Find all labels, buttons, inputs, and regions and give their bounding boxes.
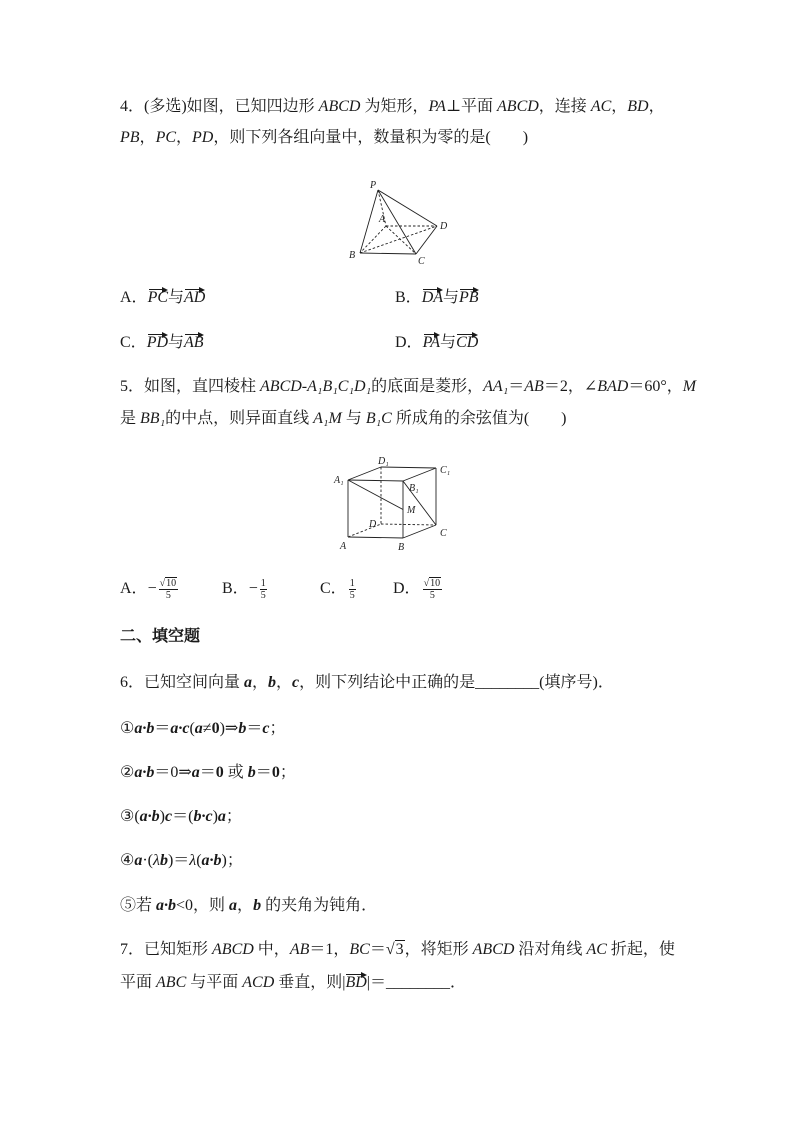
vector-term: DA <box>421 289 444 306</box>
text-run: ③( <box>120 808 140 825</box>
option-label: A． <box>120 580 148 598</box>
radicand: 10 <box>166 578 177 589</box>
vertex-label-c: C <box>418 256 425 267</box>
vector-expression: a·b <box>134 720 155 737</box>
text-run: 5．如图，直四棱柱 <box>120 378 261 395</box>
text-run: 折起，使 <box>606 941 675 958</box>
text-run: ，则下列结论中正确的是 <box>299 674 476 691</box>
edge-bc <box>403 525 436 538</box>
text-run: 沿对角线 <box>514 941 587 958</box>
vector-symbol: a <box>217 808 226 825</box>
math-term: AC <box>586 941 607 958</box>
vector-term: AD <box>184 289 206 306</box>
question-7-stem-line-1 <box>120 940 675 960</box>
vector-term: PC <box>147 289 169 306</box>
fraction-denominator: 5 <box>159 589 179 601</box>
math-term: ACD <box>242 974 275 991</box>
math-term: BC <box>349 941 370 958</box>
text-run: 7．已知矩形 <box>120 941 213 958</box>
option-label: D． <box>395 334 423 351</box>
segment-a1m <box>348 480 403 510</box>
text-run: ( <box>196 852 202 869</box>
text-run: ·( <box>142 852 153 869</box>
q5-option-d <box>393 578 444 601</box>
text-run: ) <box>159 808 165 825</box>
diagonal-ac <box>386 226 416 254</box>
zero-vector: 0 <box>271 764 280 781</box>
radicand: 10 <box>430 578 441 589</box>
math-term: PC <box>155 129 177 146</box>
math-term: BB₁ <box>140 410 166 427</box>
text-run: )； <box>221 852 243 869</box>
text-run: ⊥平面 <box>445 98 498 115</box>
conjunction: 与 <box>168 289 185 306</box>
text-run: ， <box>648 98 665 115</box>
text-run: ) <box>212 808 218 825</box>
sqrt-symbol: √ <box>385 941 395 958</box>
text-run: ， <box>237 897 254 914</box>
vector-expression: a·c <box>170 720 190 737</box>
math-term: ABCD <box>472 941 515 958</box>
text-run: 与 <box>341 410 366 427</box>
vertex-label-b1: B₁ <box>409 483 419 494</box>
math-term: AA₁ <box>483 378 509 395</box>
conjunction: 与 <box>440 334 457 351</box>
fraction-numerator <box>423 578 443 589</box>
text-run: 平面 <box>120 974 157 991</box>
pyramid-figure <box>340 172 460 272</box>
math-term: AC <box>590 98 612 115</box>
text-run: <0，则 <box>176 897 230 914</box>
vector-expression: a·b <box>134 764 155 781</box>
q6-statement-5 <box>120 896 377 916</box>
vertex-label-c: C <box>440 528 447 539</box>
scalar-symbol: λ <box>189 852 197 869</box>
question-7-stem-line-2 <box>120 973 466 993</box>
vector-term: PD <box>146 334 169 351</box>
option-label: B． <box>222 580 249 598</box>
vector-symbol: a <box>229 897 238 914</box>
math-term: ABCD-A₁B₁C₁D₁ <box>260 378 372 395</box>
text-run: ； <box>225 808 242 825</box>
text-run: 的底面是菱形， <box>371 378 484 395</box>
vector-expression: a·b <box>156 897 177 914</box>
vertex-label-b: B <box>349 250 356 261</box>
fraction-numerator: 1 <box>260 578 266 589</box>
q6-statement-2 <box>120 763 296 783</box>
vector-symbol: b <box>159 852 168 869</box>
sqrt-symbol: √ <box>423 578 430 589</box>
vector-symbol: a <box>194 720 203 737</box>
math-term: AB <box>289 941 310 958</box>
question-5-stem-line-2 <box>120 409 567 429</box>
text-run: ＝ <box>369 941 386 958</box>
text-run: ， <box>139 129 156 146</box>
question-5-stem-line-1 <box>120 377 696 397</box>
option-label: B． <box>395 289 422 306</box>
q4-option-c <box>120 333 204 353</box>
vector-term: BD <box>345 974 367 991</box>
vector-symbol: a <box>191 764 200 781</box>
conjunction: 与 <box>168 334 185 351</box>
question-4-stem-line-1 <box>120 97 665 117</box>
text-run: )＝ <box>167 852 190 869</box>
q6-statement-4 <box>120 851 243 871</box>
text-run: (填序号)． <box>539 674 614 691</box>
text-run: ． <box>450 974 467 991</box>
vertex-label-c1: C₁ <box>440 465 451 476</box>
minus-sign: − <box>147 580 157 598</box>
vector-expression: b·c <box>193 808 213 825</box>
fraction-denominator: 5 <box>260 590 266 601</box>
math-term: M <box>682 378 697 395</box>
vertex-label-p: P <box>370 180 377 191</box>
edge-pd <box>378 190 437 226</box>
text-run: ＝ <box>246 720 263 737</box>
edge-dc <box>381 524 436 525</box>
text-run: ＝2，∠ <box>543 378 598 395</box>
text-run: ＝ <box>199 764 216 781</box>
vertex-label-a: A <box>379 214 386 225</box>
conjunction: 与 <box>443 289 460 306</box>
vector-symbol: a <box>134 852 143 869</box>
q4-option-a <box>120 288 205 308</box>
text-run: 6．已知空间向量 <box>120 674 245 691</box>
text-run: 的夹角为钝角． <box>261 897 378 914</box>
math-term: ABCD <box>497 98 539 115</box>
vector-symbol: b <box>238 720 247 737</box>
option-label: A． <box>120 289 148 306</box>
segment-b1c <box>403 481 436 525</box>
question-4-stem-line-2 <box>120 128 528 148</box>
math-term: PD <box>192 129 214 146</box>
text-run: |＝ <box>366 974 387 991</box>
vertex-label-b: B <box>398 542 405 553</box>
text-run: ＝60°， <box>628 378 683 395</box>
fraction <box>423 578 443 601</box>
text-run: 的中点，则异面直线 <box>165 410 314 427</box>
answer-blank: ________ <box>386 974 451 991</box>
vector-symbol: b <box>247 764 256 781</box>
edge-bc <box>360 253 416 254</box>
q6-statement-3 <box>120 807 242 827</box>
text-run: ， <box>276 674 293 691</box>
text-run: ＝0⇒ <box>154 764 192 781</box>
diagonal-bd <box>360 226 437 253</box>
text-run: ； <box>279 764 296 781</box>
fraction-denominator: 5 <box>349 590 355 601</box>
math-term: ABC <box>156 974 187 991</box>
sqrt-symbol: √ <box>159 578 166 589</box>
q4-option-b <box>395 288 479 308</box>
text-run: ② <box>120 764 135 781</box>
text-run: ，将矩形 <box>404 941 473 958</box>
text-run: 或 <box>223 764 248 781</box>
text-run: ⑤若 <box>120 897 157 914</box>
text-run: ； <box>269 720 286 737</box>
scalar-symbol: λ <box>153 852 160 869</box>
option-label: C． <box>320 580 347 598</box>
vertex-label-d: D <box>440 221 448 232</box>
fraction-numerator <box>159 578 179 589</box>
text-run: ＝ <box>255 764 272 781</box>
text-run: 垂直，则| <box>274 974 346 991</box>
math-term: A₁M <box>313 410 342 427</box>
text-run: ＝ <box>154 720 171 737</box>
zero-vector: 0 <box>215 764 224 781</box>
zero-vector: 0 <box>211 720 220 737</box>
vector-symbol: c <box>262 720 270 737</box>
text-run: ＝( <box>172 808 194 825</box>
fraction <box>349 578 356 601</box>
prism-figure <box>330 455 460 555</box>
vertex-label-d1: D₁ <box>378 456 389 467</box>
text-run: 与平面 <box>186 974 243 991</box>
vector-symbol: c <box>165 808 173 825</box>
math-term: B₁C <box>365 410 392 427</box>
vector-symbol: a <box>244 674 253 691</box>
edge-d1a1 <box>348 467 381 480</box>
fraction-numerator: 1 <box>349 578 355 589</box>
text-run: ， <box>252 674 269 691</box>
text-run: 是 <box>120 410 141 427</box>
vector-symbol: b <box>253 897 262 914</box>
text-run: ≠ <box>202 720 212 737</box>
text-run: 4．(多选)如图，已知四边形 <box>120 98 319 115</box>
q4-option-d <box>395 333 478 353</box>
text-run: ，连接 <box>538 98 591 115</box>
vector-term: AB <box>184 334 204 351</box>
point-label-m: M <box>407 505 416 516</box>
text-run: ， <box>176 129 193 146</box>
vertex-label-a: A <box>340 541 347 552</box>
q6-statement-1 <box>120 719 285 739</box>
vector-term: PB <box>459 289 479 306</box>
math-term: ABCD <box>212 941 254 958</box>
option-label: C． <box>120 334 147 351</box>
text-run: ， <box>611 98 628 115</box>
text-run: ① <box>120 720 135 737</box>
text-run: 为矩形， <box>360 98 429 115</box>
vector-symbol: b <box>268 674 277 691</box>
math-term: BD <box>627 98 649 115</box>
vector-term: PA <box>422 334 441 351</box>
text-run: ＝1， <box>309 941 350 958</box>
section-title: 二、填空题 <box>120 628 201 645</box>
radicand: 3 <box>395 941 404 958</box>
text-run: ( <box>189 720 195 737</box>
fraction <box>159 578 179 601</box>
text-run: ④ <box>120 852 135 869</box>
text-run: 中， <box>253 941 290 958</box>
edge-cd <box>416 226 437 254</box>
vector-expression: a·b <box>139 808 160 825</box>
fraction-denominator: 5 <box>423 589 443 601</box>
edge-c1d1 <box>381 467 436 468</box>
vertex-label-d: D <box>369 519 377 530</box>
vector-expression: a·b <box>201 852 222 869</box>
edge-ab <box>348 537 403 538</box>
question-6-stem <box>120 673 614 693</box>
edge-a1b1 <box>348 480 403 481</box>
q5-option-a <box>120 578 180 601</box>
math-term: AB <box>524 378 544 395</box>
option-label: D． <box>393 580 421 598</box>
answer-blank: ________ <box>475 674 540 691</box>
q5-option-b <box>222 578 269 601</box>
minus-sign: − <box>248 580 258 598</box>
math-term: PA <box>428 98 446 115</box>
vector-term: CD <box>456 334 479 351</box>
vector-symbol: c <box>292 674 300 691</box>
vertex-label-a1: A₁ <box>334 475 344 486</box>
text-run: ，则下列各组向量中，数量积为零的是( ) <box>213 129 529 146</box>
q5-option-c <box>320 578 358 601</box>
text-run: ＝ <box>508 378 525 395</box>
edge-b1c1 <box>403 468 436 481</box>
text-run: )⇒ <box>219 720 239 737</box>
fraction <box>260 578 267 601</box>
math-term: BAD <box>597 378 629 395</box>
text-run: 所成角的余弦值为( ) <box>391 410 567 427</box>
math-term: PB <box>120 129 140 146</box>
math-term: ABCD <box>318 98 361 115</box>
